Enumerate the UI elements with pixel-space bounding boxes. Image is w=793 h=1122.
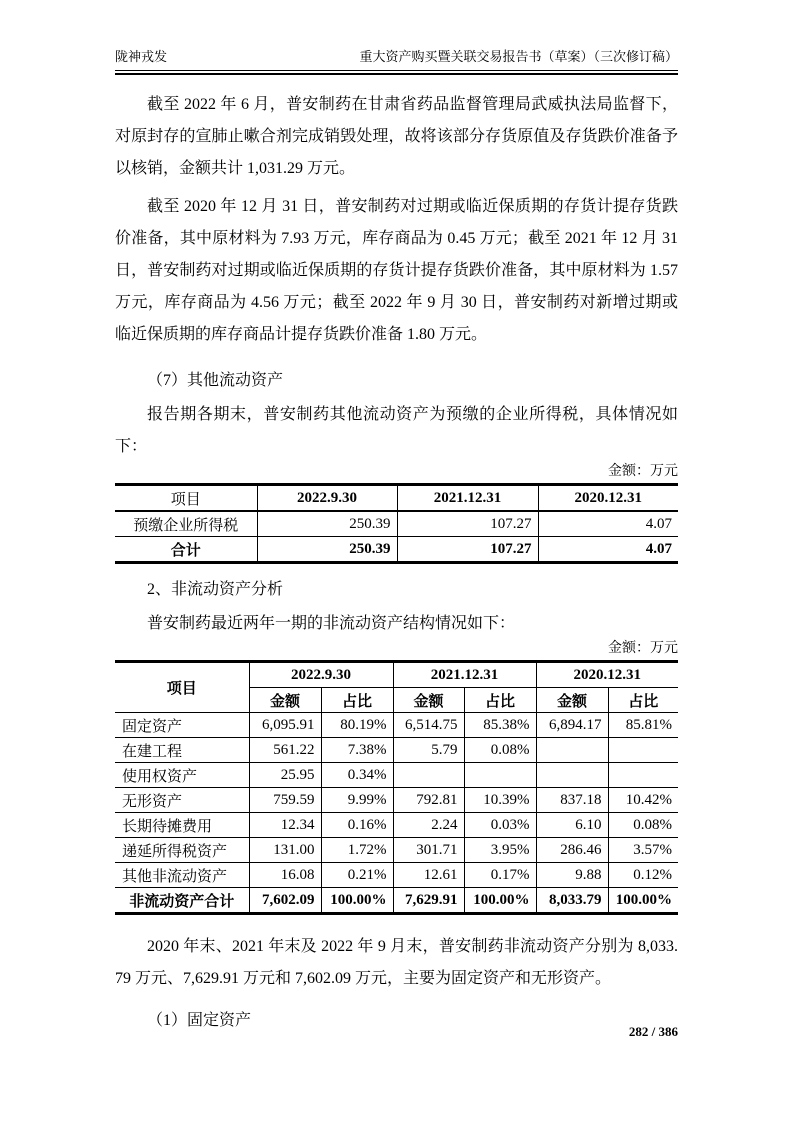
table-row-fixed-assets: 固定资产 6,095.91 80.19% 6,514.75 85.38% 6,894.17 85.81% [115,713,678,738]
heading-fixed-assets: （1）固定资产 [147,1012,252,1029]
table-row-construction: 在建工程 561.22 7.38% 5.79 0.08% [115,738,678,763]
table-other-current-assets [115,483,678,564]
table-row-intangible: 无形资产 759.59 9.99% 792.81 10.39% 837.18 10.42% [115,788,678,813]
heading-other-current-assets: （7）其他流动资产 [147,372,284,389]
table-row-total: 合计 250.39 107.27 4.07 [115,537,678,563]
paragraph-noncurrent-intro: 普安制药最近两年一期的非流动资产结构情况如下： [147,615,516,632]
col-header-2020: 2020.12.31 [538,485,678,512]
header-rule [115,73,678,75]
paragraph-inventory-provision: 截至 2020 年 12 月 31 日，普安制药对过期或临近保质期的存货计提存货跌价准备，其中原材料为 7.93 万元，库存商品为 0.45 万元；截至 2021 年 12 月 31 日，普安制药对过期或临近保质期的存货计提存货跌价准备，其中原材料为 1.57 万元，库存商品为 4.56 万元；截至 2022 年 9 月 30 日，普安制药对新增过期或临近保质期的库存商品计提存货跌价准备 1.80 万元。 [115,198,678,343]
table-row-noncurrent-total: 非流动资产合计 7,602.09 100.00% 7,629.91 100.00% 8,033.79 100.00% [115,888,678,914]
table-row-deferred-tax: 递延所得税资产 131.00 1.72% 301.71 3.95% 286.46 3.57% [115,838,678,863]
table-header-periods [115,662,678,688]
subcol-ratio-2022: 占比 [321,688,393,713]
unit-label-1: 金额：万元 [608,464,678,479]
table-row-prepaid-tax: 预缴企业所得税 250.39 107.27 4.07 [115,511,678,537]
unit-label-2: 金额：万元 [608,641,678,656]
page-number: 282 / 386 [628,1024,678,1039]
header-doc-title: 重大资产购买暨关联交易报告书（草案）（三次修订稿） [359,49,678,64]
table-header-row [115,485,678,512]
paragraph-inventory-destruction: 截至 2022 年 6 月，普安制药在甘肃省药品监督管理局武威执法局监督下，对原封存的宣肺止嗽合剂完成销毁处理，故将该部分存货原值及存货跌价准备予以核销，金额共计 1,031.29 万元。 [115,96,678,177]
header-doc-abbr: 陇神戎发 [115,49,168,64]
col-header-item: 项目 [115,485,257,512]
col-header-2020: 2020.12.31 [536,662,678,688]
col-header-2022: 2022.9.30 [249,662,393,688]
subcol-amount-2020: 金额 [536,688,608,713]
paragraph-noncurrent-summary: 2020 年末、2021 年末及 2022 年 9 月末，普安制药非流动资产分别为 8,033.79 万元、7,629.91 万元和 7,602.09 万元，主要为固定资产和无形资产。 [115,938,678,987]
subcol-ratio-2020: 占比 [608,688,678,713]
table-row-longterm-deferred: 长期待摊费用 12.34 0.16% 2.24 0.03% 6.10 0.08% [115,813,678,838]
table-row-right-of-use: 使用权资产 25.95 0.34% [115,763,678,788]
paragraph-other-current-intro: 报告期各期末，普安制药其他流动资产为预缴的企业所得税，具体情况如下： [115,406,678,455]
col-header-item: 项目 [115,662,249,713]
table-row-other-noncurrent: 其他非流动资产 16.08 0.21% 12.61 0.17% 9.88 0.12% [115,863,678,888]
table-noncurrent-assets [115,660,678,915]
page-header [115,48,678,75]
subcol-amount-2021: 金额 [393,688,464,713]
col-header-2021: 2021.12.31 [393,662,536,688]
heading-noncurrent-analysis: 2、非流动资产分析 [147,581,284,598]
subcol-ratio-2021: 占比 [464,688,536,713]
col-header-2021: 2021.12.31 [397,485,538,512]
subcol-amount-2022: 金额 [249,688,321,713]
col-header-2022: 2022.9.30 [257,485,397,512]
